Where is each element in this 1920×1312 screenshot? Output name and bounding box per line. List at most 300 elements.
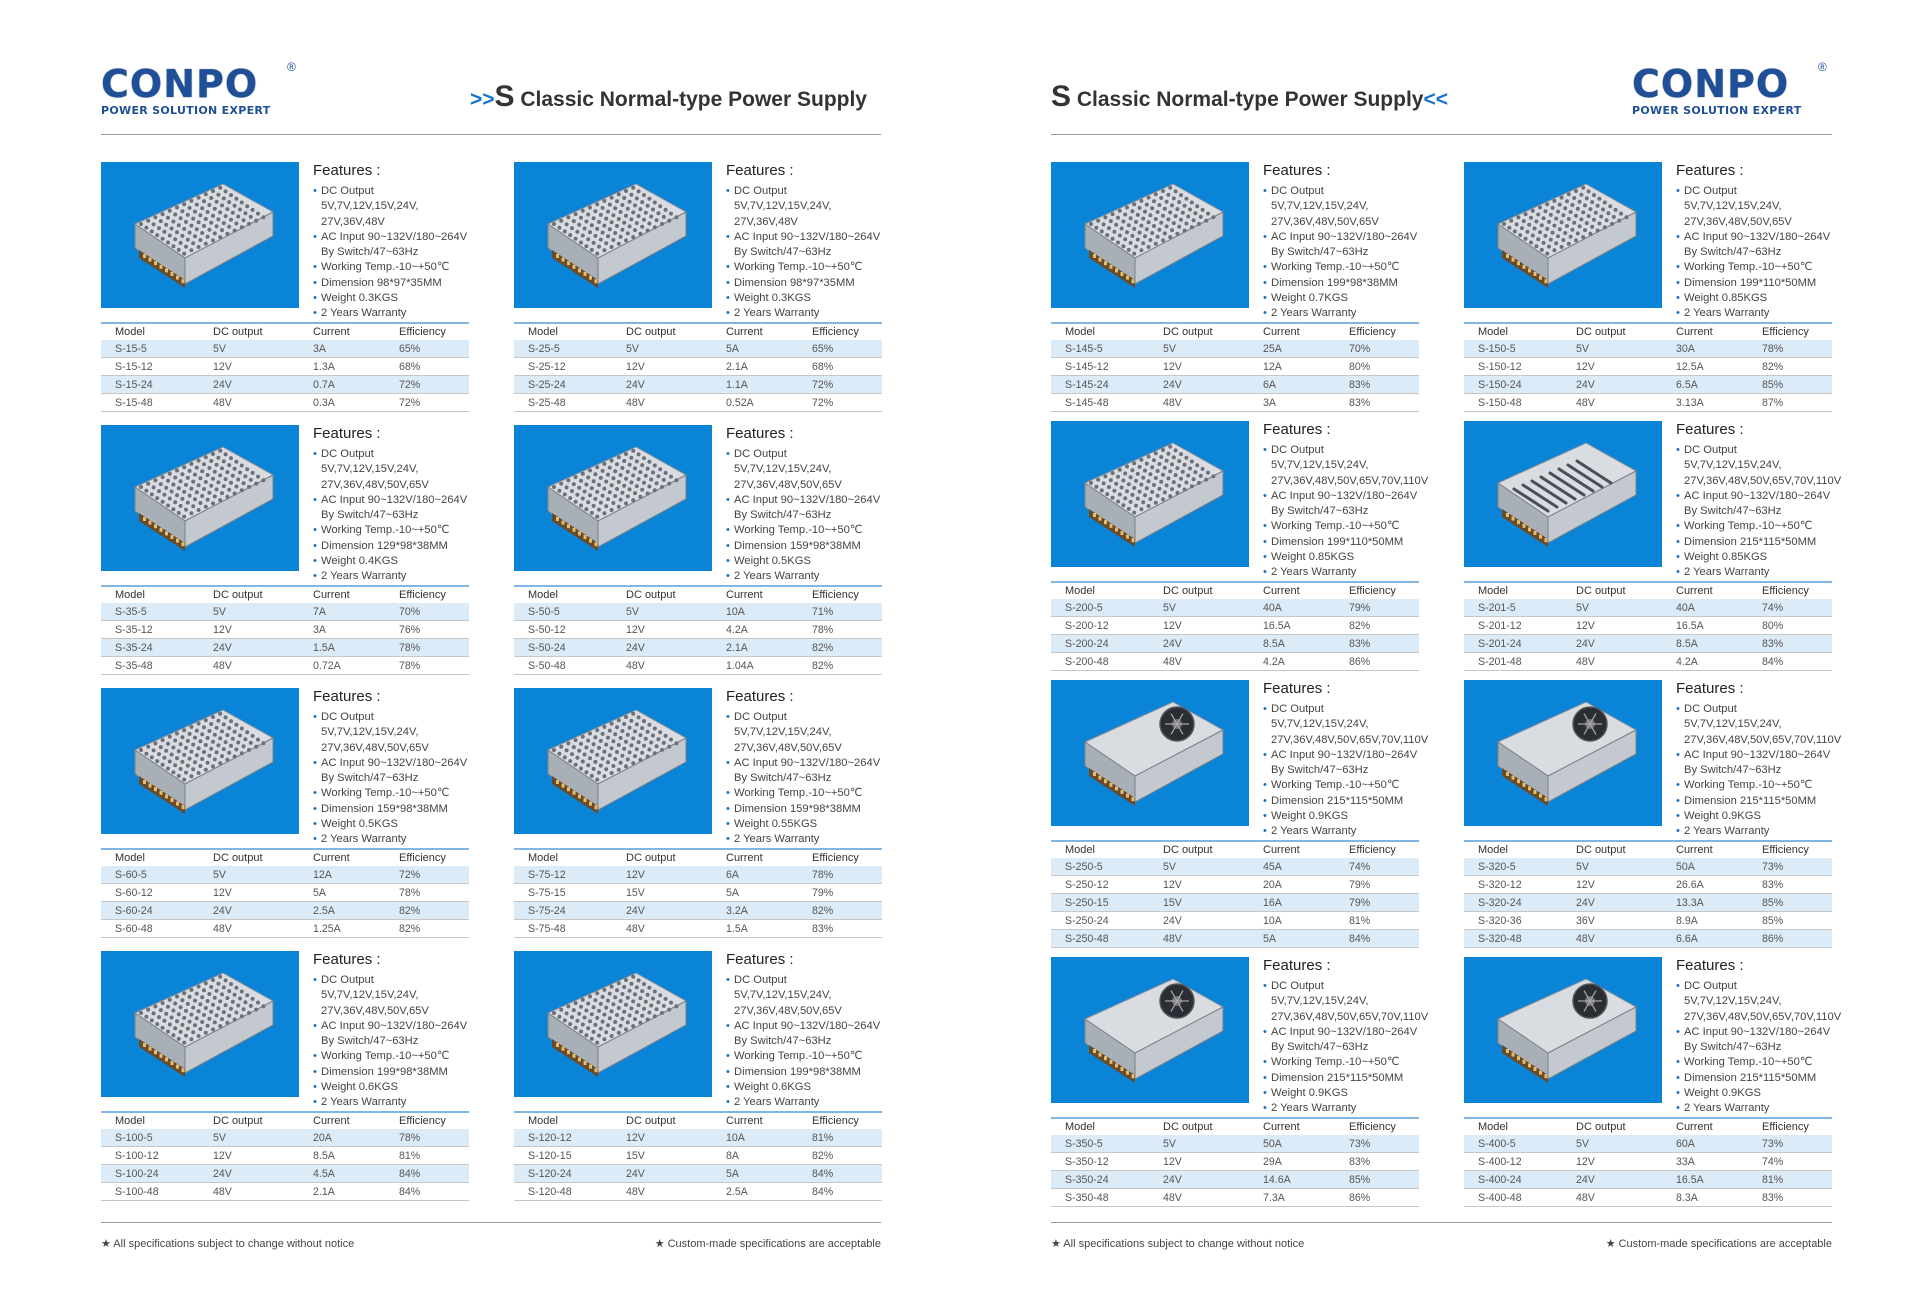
- feature-item: • Weight 0.9KGS: [1676, 1086, 1836, 1101]
- column-header: Current: [1662, 841, 1748, 858]
- header-rule: [1051, 134, 1832, 135]
- table-cell: 8.5A: [1249, 635, 1335, 653]
- feature-item: • Dimension 215*115*50MM: [1263, 794, 1423, 809]
- table-cell: 79%: [798, 884, 882, 902]
- table-cell: 24V: [1562, 1171, 1662, 1189]
- table-cell: 2.1A: [712, 358, 798, 376]
- column-header: Current: [1249, 1118, 1335, 1135]
- table-cell: 82%: [385, 920, 469, 938]
- table-cell: 24V: [1149, 912, 1249, 930]
- features-heading: Features :: [726, 951, 794, 968]
- feature-item: • Dimension 199*98*38MM: [1263, 276, 1423, 291]
- table-cell: 79%: [1335, 599, 1419, 617]
- column-header: Current: [299, 1112, 385, 1129]
- table-cell: S-50-5: [514, 603, 612, 621]
- feature-item: • 2 Years Warranty: [1676, 824, 1836, 839]
- table-cell: S-50-48: [514, 657, 612, 675]
- table-row: [1051, 930, 1419, 948]
- column-header: Current: [299, 849, 385, 866]
- table-cell: 1.3A: [299, 358, 385, 376]
- feature-item: • AC Input 90~132V/180~264V By Switch/47~63Hz: [1676, 748, 1836, 779]
- table-cell: 24V: [1562, 635, 1662, 653]
- table-cell: S-120-48: [514, 1183, 612, 1201]
- table-cell: S-145-48: [1051, 394, 1149, 412]
- product-card: [514, 425, 882, 671]
- feature-item: • 2 Years Warranty: [726, 306, 886, 321]
- feature-item: • DC Output 5V,7V,12V,15V,24V, 27V,36V,48V,50V,65V: [726, 447, 886, 493]
- column-header: Model: [1464, 323, 1562, 340]
- feature-item: • Dimension 159*98*38MM: [726, 539, 886, 554]
- table-cell: S-100-12: [101, 1147, 199, 1165]
- table-cell: 48V: [1149, 1189, 1249, 1207]
- table-row: [1051, 1189, 1419, 1207]
- table-row: [1464, 340, 1832, 358]
- feature-item: • Working Temp.-10~+50℃: [1263, 260, 1423, 275]
- table-row: [101, 1129, 469, 1147]
- table-cell: 60A: [1662, 1135, 1748, 1153]
- features-heading: Features :: [1263, 680, 1331, 697]
- table-cell: 7A: [299, 603, 385, 621]
- table-cell: 5A: [712, 340, 798, 358]
- table-row: [101, 621, 469, 639]
- feature-item: • 2 Years Warranty: [1263, 824, 1423, 839]
- table-cell: 80%: [1748, 617, 1832, 635]
- table-row: [514, 902, 882, 920]
- product-card: [514, 688, 882, 934]
- table-cell: 3A: [299, 340, 385, 358]
- column-header: Efficiency: [1335, 841, 1419, 858]
- feature-item: • Dimension 199*98*38MM: [313, 1065, 473, 1080]
- feature-item: • Working Temp.-10~+50℃: [726, 260, 886, 275]
- table-cell: 12V: [1562, 1153, 1662, 1171]
- table-cell: 12V: [612, 1129, 712, 1147]
- column-header: Efficiency: [1748, 841, 1832, 858]
- column-header: Efficiency: [1748, 323, 1832, 340]
- table-cell: 48V: [199, 920, 299, 938]
- table-row: [514, 340, 882, 358]
- column-header: Efficiency: [798, 323, 882, 340]
- product-card: [1464, 421, 1842, 668]
- table-cell: 16.5A: [1662, 617, 1748, 635]
- table-row: [1051, 358, 1419, 376]
- feature-item: • 2 Years Warranty: [1676, 306, 1836, 321]
- feature-item: • DC Output 5V,7V,12V,15V,24V, 27V,36V,48V,50V,65V: [313, 973, 473, 1019]
- features-heading: Features :: [313, 425, 381, 442]
- column-header: Current: [1249, 582, 1335, 599]
- table-row: [1051, 1153, 1419, 1171]
- table-row: [514, 621, 882, 639]
- table-cell: 84%: [798, 1183, 882, 1201]
- product-photo: [1051, 162, 1249, 308]
- feature-item: • DC Output 5V,7V,12V,15V,24V, 27V,36V,48V,50V,65V,70V,110V: [1676, 979, 1836, 1025]
- table-cell: 48V: [1149, 653, 1249, 671]
- table-cell: 5V: [1562, 1135, 1662, 1153]
- table-cell: 85%: [1748, 912, 1832, 930]
- table-cell: S-250-12: [1051, 876, 1149, 894]
- feature-item: • Dimension 199*110*50MM: [1263, 535, 1423, 550]
- column-header: Efficiency: [798, 586, 882, 603]
- spec-table: [1464, 322, 1832, 412]
- table-row: [1464, 1171, 1832, 1189]
- product-photo: [1051, 421, 1249, 567]
- table-cell: 78%: [385, 884, 469, 902]
- table-row: [1051, 394, 1419, 412]
- table-cell: 6A: [1249, 376, 1335, 394]
- table-cell: 72%: [385, 376, 469, 394]
- spec-table: [1051, 840, 1419, 948]
- table-cell: S-15-12: [101, 358, 199, 376]
- features-list: [313, 710, 473, 848]
- feature-item: • AC Input 90~132V/180~264V By Switch/47~63Hz: [726, 756, 886, 787]
- table-row: [1464, 912, 1832, 930]
- table-cell: 4.2A: [1249, 653, 1335, 671]
- table-cell: 82%: [385, 902, 469, 920]
- table-cell: 81%: [385, 1147, 469, 1165]
- spec-table: [1051, 322, 1419, 412]
- footer-note-left: ★ All specifications subject to change without notice: [1051, 1238, 1305, 1250]
- feature-item: • Dimension 215*115*50MM: [1676, 1071, 1836, 1086]
- product-photo: [1464, 421, 1662, 567]
- feature-item: • AC Input 90~132V/180~264V By Switch/47~63Hz: [726, 230, 886, 261]
- feature-item: • DC Output 5V,7V,12V,15V,24V, 27V,36V,48V,50V,65V: [313, 447, 473, 493]
- features-heading: Features :: [726, 162, 794, 179]
- table-row: [514, 376, 882, 394]
- table-cell: 5V: [1149, 858, 1249, 876]
- table-row: [101, 394, 469, 412]
- features-heading: Features :: [1263, 421, 1331, 438]
- table-cell: S-200-48: [1051, 653, 1149, 671]
- feature-item: • Dimension 159*98*38MM: [726, 802, 886, 817]
- spec-table: [514, 322, 882, 412]
- table-cell: 73%: [1335, 1135, 1419, 1153]
- table-cell: 83%: [1748, 635, 1832, 653]
- table-row: [101, 358, 469, 376]
- feature-item: • Weight 0.9KGS: [1263, 1086, 1423, 1101]
- feature-item: • 2 Years Warranty: [1676, 565, 1836, 580]
- table-cell: 24V: [1149, 376, 1249, 394]
- table-cell: 24V: [199, 376, 299, 394]
- table-cell: 5A: [712, 884, 798, 902]
- feature-item: • 2 Years Warranty: [726, 832, 886, 847]
- product-photo: [101, 162, 299, 308]
- table-cell: S-350-48: [1051, 1189, 1149, 1207]
- table-cell: 24V: [1562, 894, 1662, 912]
- brand-logo: [101, 60, 301, 120]
- feature-item: • DC Output 5V,7V,12V,15V,24V, 27V,36V,48V,50V,65V: [1676, 184, 1836, 230]
- feature-item: • 2 Years Warranty: [726, 1095, 886, 1110]
- column-header: Efficiency: [798, 849, 882, 866]
- table-cell: S-250-24: [1051, 912, 1149, 930]
- table-row: [1464, 894, 1832, 912]
- table-cell: 24V: [1562, 376, 1662, 394]
- column-header: Model: [514, 323, 612, 340]
- table-cell: 5V: [612, 340, 712, 358]
- table-cell: 12V: [1562, 876, 1662, 894]
- product-card: [101, 688, 469, 934]
- feature-item: • Working Temp.-10~+50℃: [1676, 260, 1836, 275]
- features-heading: Features :: [1263, 957, 1331, 974]
- table-cell: 15V: [612, 1147, 712, 1165]
- column-header: Model: [514, 586, 612, 603]
- table-cell: 85%: [1335, 1171, 1419, 1189]
- title-text: Classic Normal-type Power Supply: [514, 88, 867, 111]
- feature-item: • Working Temp.-10~+50℃: [313, 786, 473, 801]
- table-row: [1051, 635, 1419, 653]
- product-photo: [1051, 680, 1249, 826]
- column-header: Model: [514, 1112, 612, 1129]
- feature-item: • 2 Years Warranty: [1263, 306, 1423, 321]
- table-cell: 83%: [1335, 1153, 1419, 1171]
- product-photo: [514, 162, 712, 308]
- features-list: [726, 710, 886, 848]
- feature-item: • AC Input 90~132V/180~264V By Switch/47~63Hz: [313, 1019, 473, 1050]
- column-header: Model: [101, 849, 199, 866]
- column-header: DC output: [612, 586, 712, 603]
- table-cell: S-35-5: [101, 603, 199, 621]
- footer-rule: [101, 1222, 881, 1223]
- table-cell: S-100-48: [101, 1183, 199, 1201]
- table-cell: 0.52A: [712, 394, 798, 412]
- table-cell: 48V: [1562, 1189, 1662, 1207]
- features-heading: Features :: [313, 951, 381, 968]
- table-cell: S-35-24: [101, 639, 199, 657]
- table-cell: 10A: [712, 1129, 798, 1147]
- feature-item: • Weight 0.4KGS: [313, 554, 473, 569]
- product-card: [101, 425, 469, 671]
- product-photo: [514, 688, 712, 834]
- table-cell: S-150-12: [1464, 358, 1562, 376]
- feature-item: • AC Input 90~132V/180~264V By Switch/47~63Hz: [1676, 230, 1836, 261]
- table-cell: 12V: [199, 1147, 299, 1165]
- spec-table: [514, 1111, 882, 1201]
- product-card: [1051, 957, 1429, 1204]
- column-header: Current: [1662, 1118, 1748, 1135]
- column-header: Efficiency: [1335, 323, 1419, 340]
- feature-item: • AC Input 90~132V/180~264V By Switch/47~63Hz: [1263, 230, 1423, 261]
- table-cell: 48V: [612, 1183, 712, 1201]
- table-row: [1464, 376, 1832, 394]
- table-cell: 8.5A: [299, 1147, 385, 1165]
- column-header: Current: [712, 586, 798, 603]
- table-cell: 25A: [1249, 340, 1335, 358]
- column-header: DC output: [612, 849, 712, 866]
- column-header: Current: [1249, 323, 1335, 340]
- table-cell: S-75-48: [514, 920, 612, 938]
- table-cell: 48V: [1562, 653, 1662, 671]
- table-cell: 12A: [1249, 358, 1335, 376]
- product-card: [1051, 162, 1419, 408]
- table-row: [1051, 653, 1419, 671]
- column-header: Model: [1464, 582, 1562, 599]
- column-header: Model: [101, 323, 199, 340]
- table-cell: 48V: [199, 657, 299, 675]
- spec-table: [1051, 1117, 1419, 1207]
- table-cell: 5V: [1149, 599, 1249, 617]
- table-cell: 20A: [299, 1129, 385, 1147]
- table-cell: 2.5A: [712, 1183, 798, 1201]
- table-cell: 5V: [1562, 599, 1662, 617]
- table-cell: 83%: [1335, 394, 1419, 412]
- spec-table: [514, 848, 882, 938]
- table-cell: 3.13A: [1662, 394, 1748, 412]
- table-cell: 71%: [798, 603, 882, 621]
- feature-item: • Dimension 199*110*50MM: [1676, 276, 1836, 291]
- table-cell: 2.1A: [712, 639, 798, 657]
- table-cell: 24V: [612, 902, 712, 920]
- table-cell: 4.5A: [299, 1165, 385, 1183]
- feature-item: • Working Temp.-10~+50℃: [726, 1049, 886, 1064]
- table-row: [1464, 930, 1832, 948]
- product-card: [514, 951, 882, 1197]
- feature-item: • Working Temp.-10~+50℃: [1263, 778, 1423, 793]
- table-cell: S-50-12: [514, 621, 612, 639]
- product-photo: [1464, 680, 1662, 826]
- title-letter: S: [494, 80, 515, 113]
- table-cell: 78%: [798, 866, 882, 884]
- table-row: [1464, 653, 1832, 671]
- features-list: [1676, 702, 1842, 840]
- feature-item: • Weight 0.85KGS: [1676, 550, 1836, 565]
- table-cell: 14.6A: [1249, 1171, 1335, 1189]
- table-cell: 72%: [385, 394, 469, 412]
- table-cell: S-50-24: [514, 639, 612, 657]
- feature-item: • AC Input 90~132V/180~264V By Switch/47~63Hz: [313, 230, 473, 261]
- product-card: [1464, 162, 1832, 408]
- table-cell: S-201-48: [1464, 653, 1562, 671]
- table-cell: 68%: [385, 358, 469, 376]
- table-cell: 3A: [299, 621, 385, 639]
- table-cell: 79%: [1335, 894, 1419, 912]
- feature-item: • AC Input 90~132V/180~264V By Switch/47~63Hz: [726, 1019, 886, 1050]
- table-cell: 83%: [1748, 1189, 1832, 1207]
- table-cell: 84%: [1748, 653, 1832, 671]
- feature-item: • DC Output 5V,7V,12V,15V,24V, 27V,36V,48V,50V,65V: [313, 710, 473, 756]
- table-cell: S-350-5: [1051, 1135, 1149, 1153]
- table-row: [514, 639, 882, 657]
- feature-item: • AC Input 90~132V/180~264V By Switch/47~63Hz: [313, 756, 473, 787]
- product-card: [1051, 680, 1429, 945]
- feature-item: • DC Output 5V,7V,12V,15V,24V, 27V,36V,48V: [726, 184, 886, 230]
- table-cell: 73%: [1748, 1135, 1832, 1153]
- column-header: Model: [1051, 323, 1149, 340]
- table-cell: 5A: [299, 884, 385, 902]
- column-header: DC output: [1562, 582, 1662, 599]
- table-cell: 5A: [712, 1165, 798, 1183]
- feature-item: • Weight 0.85KGS: [1676, 291, 1836, 306]
- title-letter: S: [1051, 80, 1072, 113]
- column-header: Model: [1051, 582, 1149, 599]
- spec-table: [514, 585, 882, 675]
- table-cell: 82%: [1335, 617, 1419, 635]
- table-cell: 65%: [798, 340, 882, 358]
- table-cell: 2.5A: [299, 902, 385, 920]
- table-row: [101, 884, 469, 902]
- table-cell: S-320-24: [1464, 894, 1562, 912]
- column-header: Efficiency: [385, 323, 469, 340]
- table-cell: 80%: [1335, 358, 1419, 376]
- feature-item: • AC Input 90~132V/180~264V By Switch/47~63Hz: [1676, 489, 1836, 520]
- feature-item: • 2 Years Warranty: [1263, 1101, 1423, 1116]
- table-row: [1051, 599, 1419, 617]
- table-cell: S-75-12: [514, 866, 612, 884]
- feature-item: • AC Input 90~132V/180~264V By Switch/47~63Hz: [313, 493, 473, 524]
- table-cell: S-250-15: [1051, 894, 1149, 912]
- table-cell: 1.04A: [712, 657, 798, 675]
- table-cell: 24V: [612, 1165, 712, 1183]
- table-cell: 4.2A: [1662, 653, 1748, 671]
- table-cell: 1.25A: [299, 920, 385, 938]
- table-row: [514, 1183, 882, 1201]
- brand-logo-wordmark: CONPO: [1632, 62, 1790, 106]
- table-cell: 76%: [385, 621, 469, 639]
- table-cell: S-201-5: [1464, 599, 1562, 617]
- table-cell: S-100-24: [101, 1165, 199, 1183]
- features-list: [1676, 443, 1842, 581]
- feature-item: • Dimension 215*115*50MM: [1676, 535, 1836, 550]
- table-cell: 40A: [1662, 599, 1748, 617]
- table-cell: 78%: [385, 1129, 469, 1147]
- features-heading: Features :: [1676, 421, 1744, 438]
- column-header: DC output: [612, 323, 712, 340]
- table-cell: 72%: [798, 376, 882, 394]
- table-cell: 12V: [612, 866, 712, 884]
- feature-item: • 2 Years Warranty: [313, 306, 473, 321]
- table-cell: S-200-5: [1051, 599, 1149, 617]
- table-cell: 83%: [1335, 635, 1419, 653]
- feature-item: • Weight 0.9KGS: [1676, 809, 1836, 824]
- table-cell: 74%: [1748, 599, 1832, 617]
- column-header: Efficiency: [1335, 1118, 1419, 1135]
- table-cell: S-320-36: [1464, 912, 1562, 930]
- features-list: [1263, 702, 1429, 840]
- table-cell: S-25-24: [514, 376, 612, 394]
- table-cell: S-60-12: [101, 884, 199, 902]
- column-header: Efficiency: [1748, 1118, 1832, 1135]
- column-header: DC output: [199, 849, 299, 866]
- table-cell: 1.5A: [299, 639, 385, 657]
- column-header: Current: [299, 586, 385, 603]
- feature-item: • DC Output 5V,7V,12V,15V,24V, 27V,36V,48V,50V,65V,70V,110V: [1263, 979, 1423, 1025]
- table-row: [514, 603, 882, 621]
- table-cell: S-400-48: [1464, 1189, 1562, 1207]
- table-cell: 24V: [199, 639, 299, 657]
- table-cell: S-25-48: [514, 394, 612, 412]
- table-row: [514, 657, 882, 675]
- features-list: [1263, 979, 1429, 1117]
- table-cell: 12.5A: [1662, 358, 1748, 376]
- column-header: Current: [712, 323, 798, 340]
- table-cell: 48V: [199, 1183, 299, 1201]
- table-cell: 48V: [612, 394, 712, 412]
- table-cell: S-250-5: [1051, 858, 1149, 876]
- feature-item: • DC Output 5V,7V,12V,15V,24V, 27V,36V,48V,50V,65V: [726, 973, 886, 1019]
- column-header: Model: [514, 849, 612, 866]
- column-header: Current: [1662, 323, 1748, 340]
- feature-item: • Weight 0.9KGS: [1263, 809, 1423, 824]
- table-cell: 48V: [1149, 394, 1249, 412]
- column-header: Current: [1249, 841, 1335, 858]
- table-cell: S-145-24: [1051, 376, 1149, 394]
- table-cell: 5V: [1149, 1135, 1249, 1153]
- page-title: [1051, 80, 1448, 114]
- table-cell: S-60-5: [101, 866, 199, 884]
- table-cell: 12V: [199, 884, 299, 902]
- table-cell: 8.3A: [1662, 1189, 1748, 1207]
- table-cell: 24V: [199, 902, 299, 920]
- table-cell: 12V: [1562, 617, 1662, 635]
- table-cell: 1.5A: [712, 920, 798, 938]
- table-cell: 85%: [1748, 376, 1832, 394]
